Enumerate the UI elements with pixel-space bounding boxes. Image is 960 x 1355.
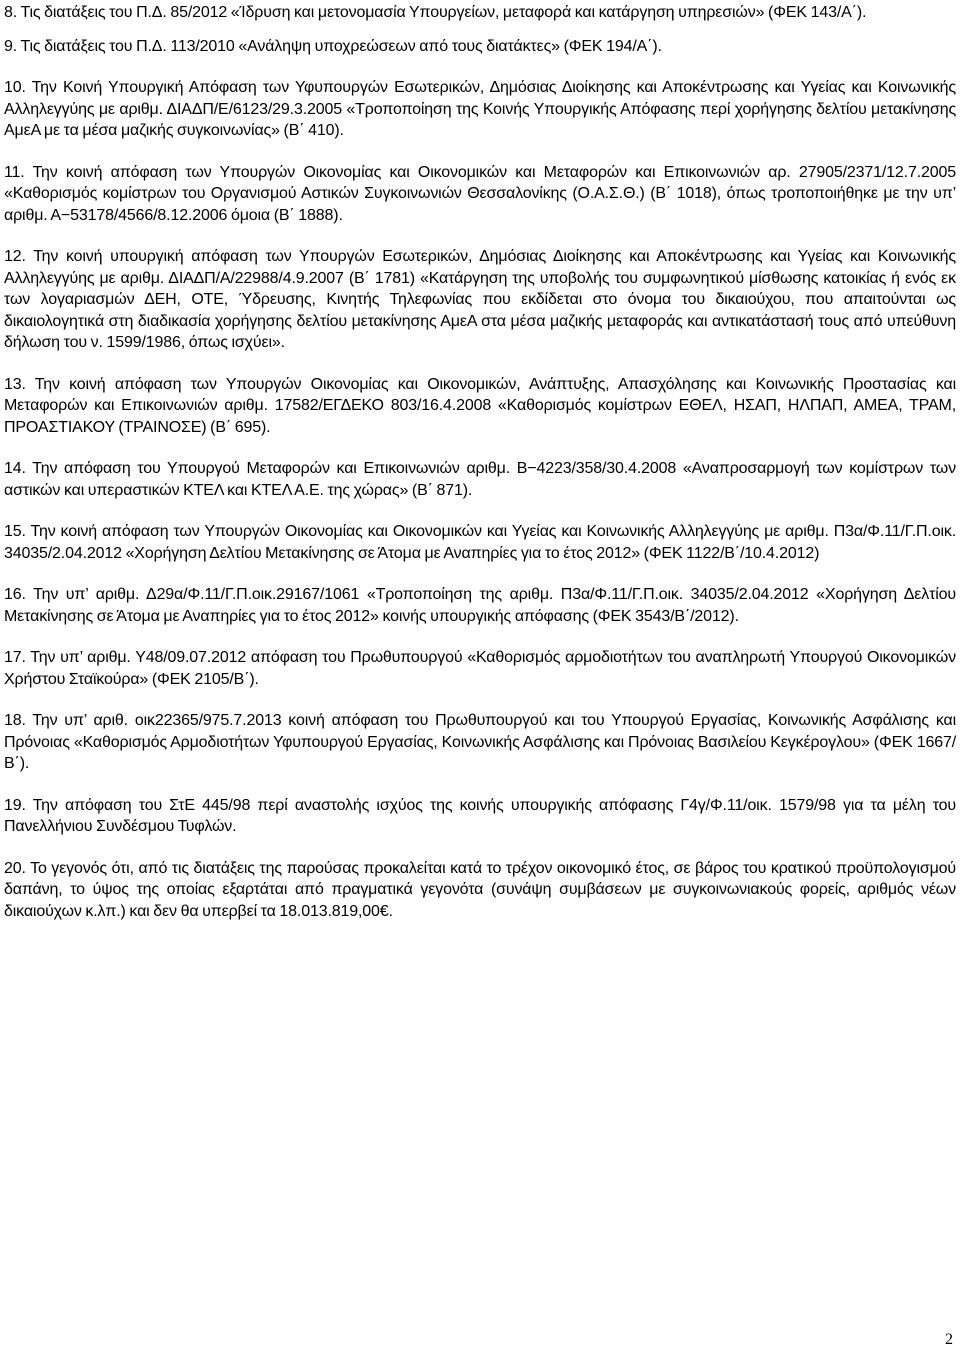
paragraph-13: 13. Την κοινή απόφαση των Υπουργών Οικονομίας και Οικονομικών, Ανάπτυξης, Απασχόλησης και Κοινωνικής Προστασίας και Μεταφορών και Επικοινωνιών αριθμ. 17582/ΕΓΔΕΚΟ 803/16.4.2008 «Καθορισμός κομίστρων ΕΘΕΛ, ΗΣΑΠ, ΗΛΠΑΠ, ΑΜΕΑ, ΤΡΑΜ, ΠΡΟΑΣΤΙΑΚΟΥ (ΤΡΑΙΝΟΣΕ) (Β΄ 695). bbox=[4, 375, 956, 436]
paragraph-16: 16. Την υπ’ αριθμ. Δ29α/Φ.11/Γ.Π.οικ.29167/1061 «Τροποποίηση της αριθμ. Π3α/Φ.11/Γ.Π.οικ. 34035/2.04.2012 «Χορήγηση Δελτίου Μετακίνησης σε Άτομα με Αναπηρίες για το έτος 2012» κοινής υπουργικής απόφασης (ΦΕΚ 3543/Β΄/2012). bbox=[4, 586, 956, 625]
paragraph-18: 18. Την υπ’ αριθ. οικ22365/975.7.2013 κοινή απόφαση του Πρωθυπουργού και του Υπουργού Εργασίας, Κοινωνικής Ασφάλισης και Πρόνοιας «Καθορισμός Αρμοδιοτήτων Υφυπουργού Εργασίας, Κοινωνικής Ασφάλισης και Πρόνοιας Βασιλείου Κεγκέρογλου» (ΦΕΚ 1667/Β΄). bbox=[4, 712, 956, 772]
paragraph-19: 19. Την απόφαση του ΣτΕ 445/98 περί αναστολής ισχύος της κοινής υπουργικής απόφασης Γ4γ/Φ.11/οικ. 1579/98 για τα μέλη του Πανελλήνιου Συνδέσμου Τυφλών. bbox=[4, 796, 956, 835]
document-body bbox=[4, 2, 956, 942]
paragraph-20: 20. Το γεγονός ότι, από τις διατάξεις της παρούσας προκαλείται κατά το τρέχον οικονομικό έτος, σε βάρος του κρατικού προϋπολογισμού δαπάνη, το ύψος της οποίας εξαρτάται από πραγματικά γεγονότα (συνάψη συμβάσεων με συγκοινωνιακούς φορείς, αριθμός νέων δικαιούχων κ.λπ.) και δεν θα υπερβεί τα 18.013.819,00€. bbox=[4, 859, 956, 920]
paragraph-11: 11. Την κοινή απόφαση των Υπουργών Οικονομίας και Οικονομικών και Μεταφορών και Επικοινωνιών αρ. 27905/2371/12.7.2005 «Καθορισμός κομίστρων του Οργανισμού Αστικών Συγκοινωνιών Θεσσαλονίκης (Ο.Α.Σ.Θ.) (Β΄ 1018), όπως τροποποιήθηκε με την υπ’ αριθμ. Α−53178/4566/8.12.2006 όμοια (Β΄ 1888). bbox=[4, 163, 956, 224]
paragraph-17: 17. Την υπ’ αριθμ. Υ48/09.07.2012 απόφαση του Πρωθυπουργού «Καθορισμός αρμοδιοτήτων του αναπληρωτή Υπουργού Οικονομικών Χρήστου Σταϊκούρα» (ΦΕΚ 2105/Β΄). bbox=[4, 649, 956, 688]
page-number: 2 bbox=[945, 1331, 953, 1348]
paragraph-14: 14. Την απόφαση του Υπουργού Μεταφορών και Επικοινωνιών αριθμ. Β−4223/358/30.4.2008 «Αναπροσαρμογή των κομίστρων των αστικών και υπεραστικών ΚΤΕΛ και ΚΤΕΛ Α.Ε. της χώρας» (Β΄ 871). bbox=[4, 460, 956, 499]
paragraph-10: 10. Την Κοινή Υπουργική Απόφαση των Υφυπουργών Εσωτερικών, Δημόσιας Διοίκησης και Αποκέντρωσης και Υγείας και Κοινωνικής Αλληλεγγύης με αριθμ. ΔΙΑΔΠ/Ε/6123/29.3.2005 «Τροποποίηση της Κοινής Υπουργικής Απόφασης περί χορήγησης δελτίου μετακίνησης ΑμεΑ με τα μέσα μαζικής συγκοινωνίας» (Β΄ 410). bbox=[4, 79, 956, 139]
paragraph-9: 9. Τις διατάξεις του Π.Δ. 113/2010 «Ανάληψη υποχρεώσεων από τους διατάκτες» (ΦΕΚ 194/Α΄). bbox=[4, 37, 662, 55]
paragraph-12: 12. Την κοινή υπουργική απόφαση των Υπουργών Εσωτερικών, Δημόσιας Διοίκησης και Αποκέντρωσης και Υγείας και Κοινωνικής Αλληλεγγύης με αριθμ. ΔΙΑΔΠ/Α/22988/4.9.2007 (Β΄ 1781) «Κατάργηση της υποβολής του συμφωνητικού μίσθωσης κατοικίας ή ενός εκ των λογαριασμών ΔΕΗ, ΟΤΕ, Ύδρευσης, Κινητής Τηλεφωνίας που εκδίδεται στο όνομα του δικαιούχου, που απαιτούνται ως δικαιολογητικά στη διαδικασία χορήγησης δελτίου μετακίνησης ΑμεΑ στα μέσα μαζικής μεταφοράς και αντικατάστασή τους από υπεύθυνη δήλωση του ν. 1599/1986, όπως ισχύει». bbox=[4, 248, 956, 351]
paragraph-15: 15. Την κοινή απόφαση των Υπουργών Οικονομίας και Οικονομικών και Υγείας και Κοινωνικής Αλληλεγγύης με αριθμ. Π3α/Φ.11/Γ.Π.οικ. 34035/2.04.2012 «Χορήγηση Δελτίου Μετακίνησης σε Άτομα με Αναπηρίες για το έτος 2012» (ΦΕΚ 1122/Β΄/10.4.2012) bbox=[4, 523, 956, 562]
paragraph-8: 8. Τις διατάξεις του Π.Δ. 85/2012 «Ίδρυση και μετονομασία Υπουργείων, μεταφορά και κατάργηση υπηρεσιών» (ΦΕΚ 143/Α΄). bbox=[4, 4, 867, 21]
